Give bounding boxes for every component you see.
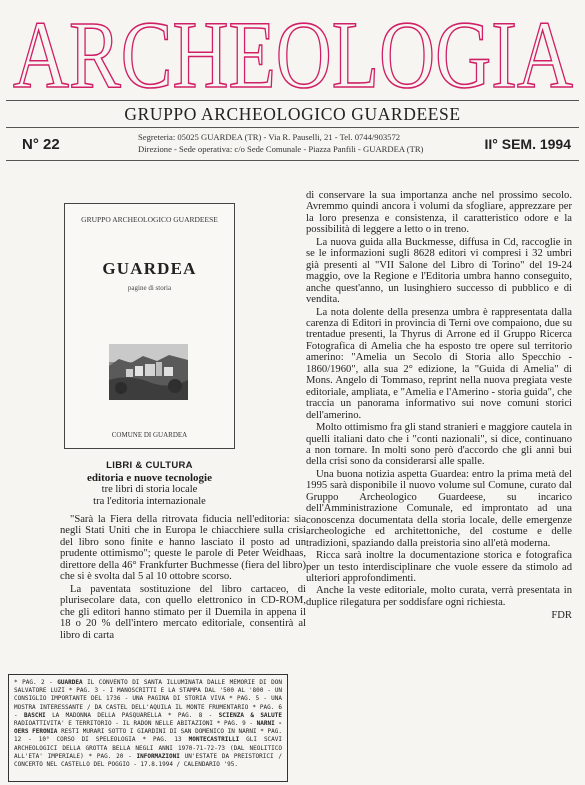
cover-subtitle: pagine di storia — [127, 284, 172, 292]
article-left-column — [60, 514, 306, 642]
masthead-title-graphic — [8, 8, 578, 98]
cover-publisher: COMUNE DI GUARDEA — [111, 431, 188, 439]
article-signature: FDR — [551, 610, 572, 622]
contents-section: INFORMAZIONI — [136, 752, 180, 760]
heading-subtitle-2: tra l'editoria internazionale — [93, 496, 206, 507]
article-paragraph: Una buona notizia aspetta Guardea: entro la prima metà del 1995 sarà disponibile il nuovo volume sul Comune, curato dal Gruppo Archeologico Guardeese, su incarico dell'Amministrazione Comunale, ed improntato ad una conoscenza documentata della storia locale, delle emergenze archeologiche ed architettoniche, del costume e delle tradizioni, spaziando dalla preistoria sino all'età moderna. — [306, 468, 572, 549]
heading-subtitle-1: tre libri di storia locale — [101, 484, 198, 495]
info-row — [0, 130, 585, 160]
contents-text: GLI SCAVI ARCHEOLOGICI DELLA GROTTA BELLA NEGLI ANNI 1970-71-72-73 (DAL NEOLITICO ALL'ETA' IMPERIALE) * PAG. 20 - — [14, 736, 283, 760]
issue-number: N° 22 — [22, 136, 60, 153]
masthead-title: ARCHEOLOGIA — [13, 8, 573, 98]
address-block — [138, 131, 423, 155]
contents-text: LA MADONNA DELLA PASQUARELLA * PAG. 8 - — [45, 711, 219, 719]
contents-text: RESTI MURARI SOTTO I GIARDINI DI SAN DOMENICO IN NARNI * PAG. 12 - 10° CORSO DI SPELEOLOGIA * PAG. 13 — [14, 728, 282, 744]
contents-section: MONTECASTRILLI — [188, 736, 240, 744]
semester-label: II° SEM. 1994 — [484, 136, 571, 152]
cover-photo — [109, 344, 188, 400]
contents-section: GUARDEA — [57, 679, 83, 686]
masthead — [8, 8, 578, 98]
article-paragraph: Anche la veste editoriale, molto curata, verrà presentata in duplice rilegatura per soddisfare ogni richiesta. — [306, 585, 572, 608]
village-photo-image — [109, 344, 188, 400]
article-paragraph: Molto ottimismo fra gli stand stranieri e maggiore cautela in quelli italiani dato che i "conti nazionali", si dice, continuano a non tornare. In molti sono però d'accordo che gli anni bui della crisi sono da considerarsi alle spalle. — [306, 422, 572, 468]
article-right-column — [306, 190, 572, 623]
article-paragraph: Ricca sarà inoltre la documentazione storica e fotografica per un testo interdisciplinare che vuole essere da stimolo ad ulteriori approfondimenti. — [306, 550, 572, 584]
address-line-secretariat: Segreteria: 05025 GUARDEA (TR) - Via R. Pauselli, 21 - Tel. 0744/903572 — [138, 132, 401, 142]
article-paragraph: "Sarà la Fiera della ritrovata fiducia nell'editoria: sia negli Stati Uniti che in Europa le chiacchiere sulla crisi del libro sono finite e hanno lasciato il posto ad un prudente ottimismo"; queste le parole di Peter Weidhaas, direttore della 46° Frankfurter Buchmesse (fiera del libro) che si è svolta dal 5 al 10 ottobre scorso. — [60, 514, 306, 583]
subtitle-rule — [6, 127, 579, 128]
address-line-office: Direzione - Sede operativa: c/o Sede Comunale - Piazza Panfili - GUARDEA (TR) — [138, 144, 424, 154]
article-heading — [64, 460, 235, 508]
header-bottom-rule — [6, 160, 579, 161]
cover-org: GRUPPO ARCHEOLOGICO GUARDEESE — [81, 215, 218, 224]
contents-text: IL CONVENTO DI SANTA ILLUMINATA DALLE MEMORIE DI DON SALVATORE LUZI * PAG. 3 - I MANOSCRITTI E LA STAMPA DAL '500 AL '800 - UN CONSIGLIO IMPORTANTE DEL 1736 - UNA PAGINA DI STORIA VIVA * PAG. 5 - UNA MOSTRA INTERESSANTE / DA CASTEL DELL'AQUILA IL MONTE FRUMENTARIO * PAG. 6 - — [14, 679, 282, 719]
article-paragraph: La paventata sostituzione del libro cartaceo, di plurisecolare data, con quello elettronico in CD-ROM, che gli editori hanno stimato per il Duemila in appena il 18 o 20 % dell'intero mercato editoriale, consentirà al libro di carta — [60, 583, 306, 641]
masthead-rule — [6, 100, 579, 101]
article-paragraph: di conservare la sua importanza anche nel prossimo secolo. Avremmo quindi ancora i volumi da sfogliare, apprezzare per la loro presenza e consistenza, il caratteristico odore e la possibilità di leggere a letto o in treno. — [306, 190, 572, 236]
book-cover — [64, 203, 235, 449]
group-name: GRUPPO ARCHEOLOGICO GUARDEESE — [124, 104, 461, 124]
article-paragraph: La nuova guida alla Buckmesse, diffusa in Cd, raccoglie in se le informazioni sugli 8628 editori vi compresi i 32 umbri già presenti al "VII Salone del Libro di Torino" del 19-24 maggio, ove la Regione e l'Editoria umbra hanno conseguito, anche quest'anno, un lusinghiero successo di pubblico e di vendita. — [306, 236, 572, 306]
contents-section: SCIENZA & SALUTE — [218, 711, 282, 719]
contents-text: RADIOATTIVITA' E TERRITORIO - IL RADON NELLE ABITAZIONI * PAG. 9 - — [14, 720, 257, 728]
heading-section: LIBRI & CULTURA — [106, 460, 193, 471]
cover-title: GUARDEA — [102, 259, 197, 278]
contents-text: UN'ESTATE DA PREISTORICI / CONCERTO NEL CASTELLO DEL POGGIO - 17.8.1994 / CALENDARIO '95. — [14, 752, 282, 769]
contents-box — [8, 674, 288, 782]
contents-section: BASCHI — [24, 711, 46, 719]
contents-section: NARNI - OERS FERONIA — [14, 720, 282, 736]
article-paragraph: La nota dolente della presenza umbra è rappresentata dalla carenza di Editori in provincia di Terni ove compaiono, due su trentadue presenti, la Thyrus di Arrone ed il Gruppo Ricerca Fotografica di Amelia che ha esposto tre opere sul territorio amerino: "Amelia un Secolo di Storia allo Specchio - 1860/1960", alla sua 2° edizione, la "Guida di Amelia" di Mons. Angelo di Tommaso, reprint nella nuova pregiata veste editoriale, ampliata, e "Amelia e l'Amerino - storia guida", che traccia un panorama informativo sui nove comuni storici dell'amerino. — [306, 306, 572, 421]
contents-text: * PAG. 2 - — [14, 679, 58, 686]
heading-title: editoria e nuove tecnologie — [87, 472, 212, 484]
